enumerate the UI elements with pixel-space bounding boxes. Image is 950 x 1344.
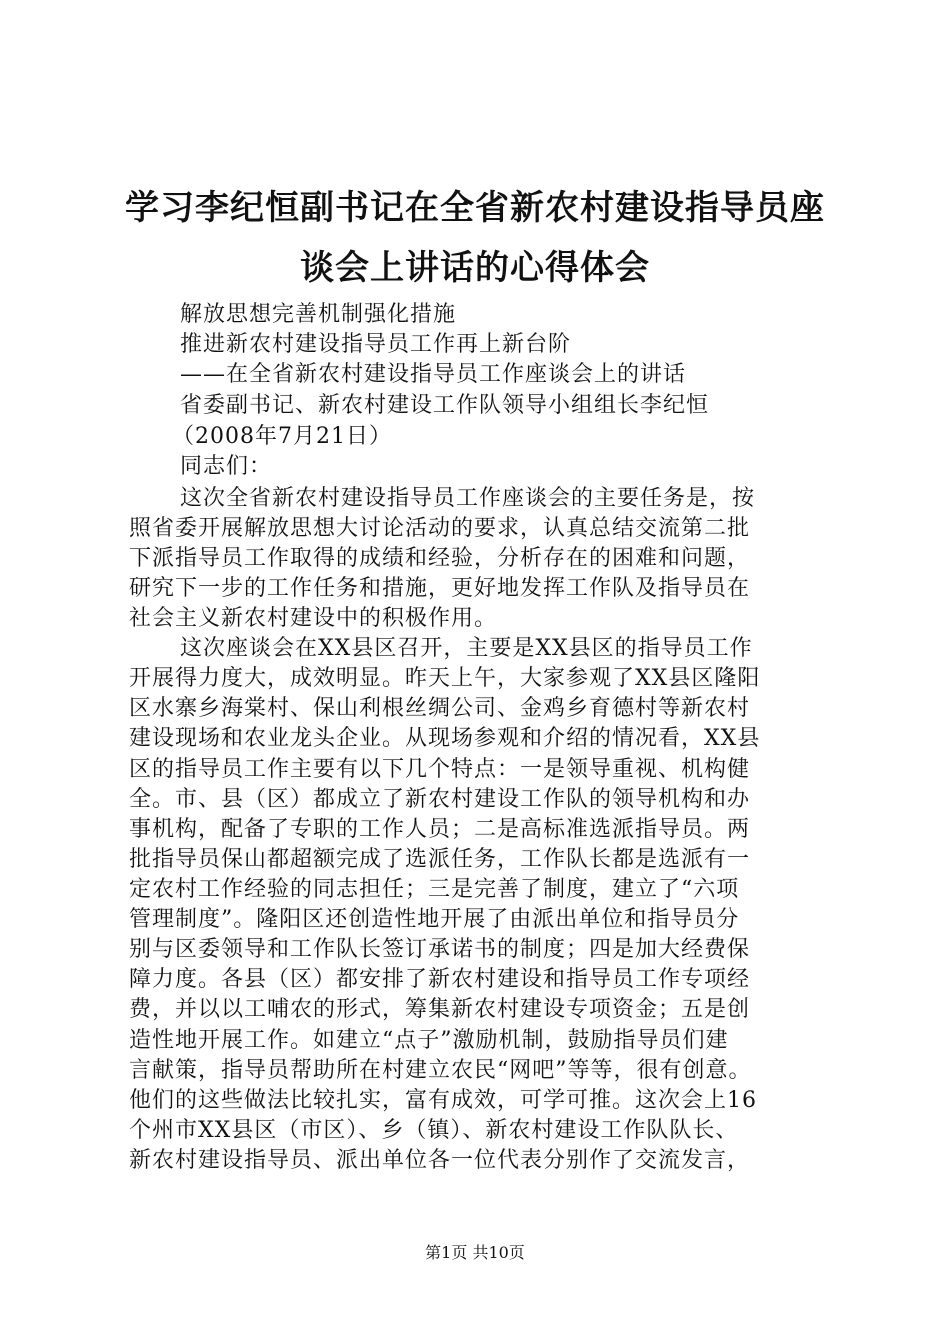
paragraph-2-line: 管理制度”。隆阳区还创造性地开展了由派出单位和指导员分 bbox=[129, 907, 740, 932]
paragraph-2-line: 别与区委领导和工作队长签订承诺书的制度；四是加大经费保 bbox=[129, 937, 751, 962]
paragraph-1-line: 社会主义新农村建设中的积极作用。 bbox=[129, 606, 498, 631]
paragraph-2-line: 开展得力度大，成效明显。昨天上午，大家参观了XX县区隆阳 bbox=[129, 666, 761, 691]
paragraph-2-line: 区水寨乡海棠村、保山利根丝绸公司、金鸡乡育德村等新农村 bbox=[129, 696, 751, 721]
page-number-footer: 第1页 共10页 bbox=[425, 1243, 525, 1262]
speech-title-line: 解放思想完善机制强化措施 bbox=[180, 302, 457, 327]
speech-occasion-line: ——在全省新农村建设指导员工作座谈会上的讲话 bbox=[180, 362, 687, 387]
paragraph-2-line: 全。市、县（区）都成立了新农村建设工作队的领导机构和办 bbox=[129, 787, 751, 812]
paragraph-2-line: 区的指导员工作主要有以下几个特点：一是领导重视、机构健 bbox=[129, 757, 751, 782]
paragraph-2-line: 这次座谈会在XX县区召开，主要是XX县区的指导员工作 bbox=[180, 636, 753, 661]
paragraph-2-line: 建设现场和农业龙头企业。从现场参观和介绍的情况看，XX县 bbox=[129, 726, 761, 751]
document-title-line-1: 学习李纪恒副书记在全省新农村建设指导员座 bbox=[125, 188, 825, 228]
paragraph-2-line: 障力度。各县（区）都安排了新农村建设和指导员工作专项经 bbox=[129, 967, 751, 992]
paragraph-2-line: 个州市XX县区（市区）、乡（镇）、新农村建设工作队队长、 bbox=[129, 1118, 739, 1143]
document-title-line-2: 谈会上讲话的心得体会 bbox=[300, 248, 650, 288]
speech-subtitle-line: 推进新农村建设指导员工作再上新台阶 bbox=[180, 332, 572, 357]
paragraph-2-line: 批指导员保山都超额完成了选派任务，工作队长都是选派有一 bbox=[129, 847, 751, 872]
salutation-line: 同志们： bbox=[180, 454, 273, 479]
paragraph-2-line: 新农村建设指导员、派出单位各一位代表分别作了交流发言， bbox=[129, 1148, 751, 1173]
paragraph-2-line: 他们的这些做法比较扎实，富有成效，可学可推。这次会上16 bbox=[129, 1088, 757, 1113]
paragraph-2-line: 言献策，指导员帮助所在村建立农民“网吧”等等，很有创意。 bbox=[129, 1058, 752, 1083]
speech-date-line: （2008年7月21日） bbox=[172, 424, 392, 449]
speech-author-line: 省委副书记、新农村建设工作队领导小组组长李纪恒 bbox=[180, 393, 710, 418]
paragraph-2-line: 造性地开展工作。如建立“点子”激励机制，鼓励指导员们建 bbox=[129, 1028, 729, 1053]
paragraph-2-line: 费，并以以工哺农的形式，筹集新农村建设专项资金；五是创 bbox=[129, 997, 751, 1022]
paragraph-1-line: 研究下一步的工作任务和措施，更好地发挥工作队及指导员在 bbox=[129, 576, 751, 601]
paragraph-2-line: 事机构，配备了专职的工作人员；二是高标准选派指导员。两 bbox=[129, 817, 751, 842]
paragraph-1-line: 下派指导员工作取得的成绩和经验，分析存在的困难和问题， bbox=[129, 546, 751, 571]
paragraph-2-line: 定农村工作经验的同志担任；三是完善了制度，建立了“六项 bbox=[129, 877, 740, 902]
paragraph-1-line: 这次全省新农村建设指导员工作座谈会的主要任务是，按 bbox=[180, 486, 756, 511]
paragraph-1-line: 照省委开展解放思想大讨论活动的要求，认真总结交流第二批 bbox=[129, 516, 751, 541]
